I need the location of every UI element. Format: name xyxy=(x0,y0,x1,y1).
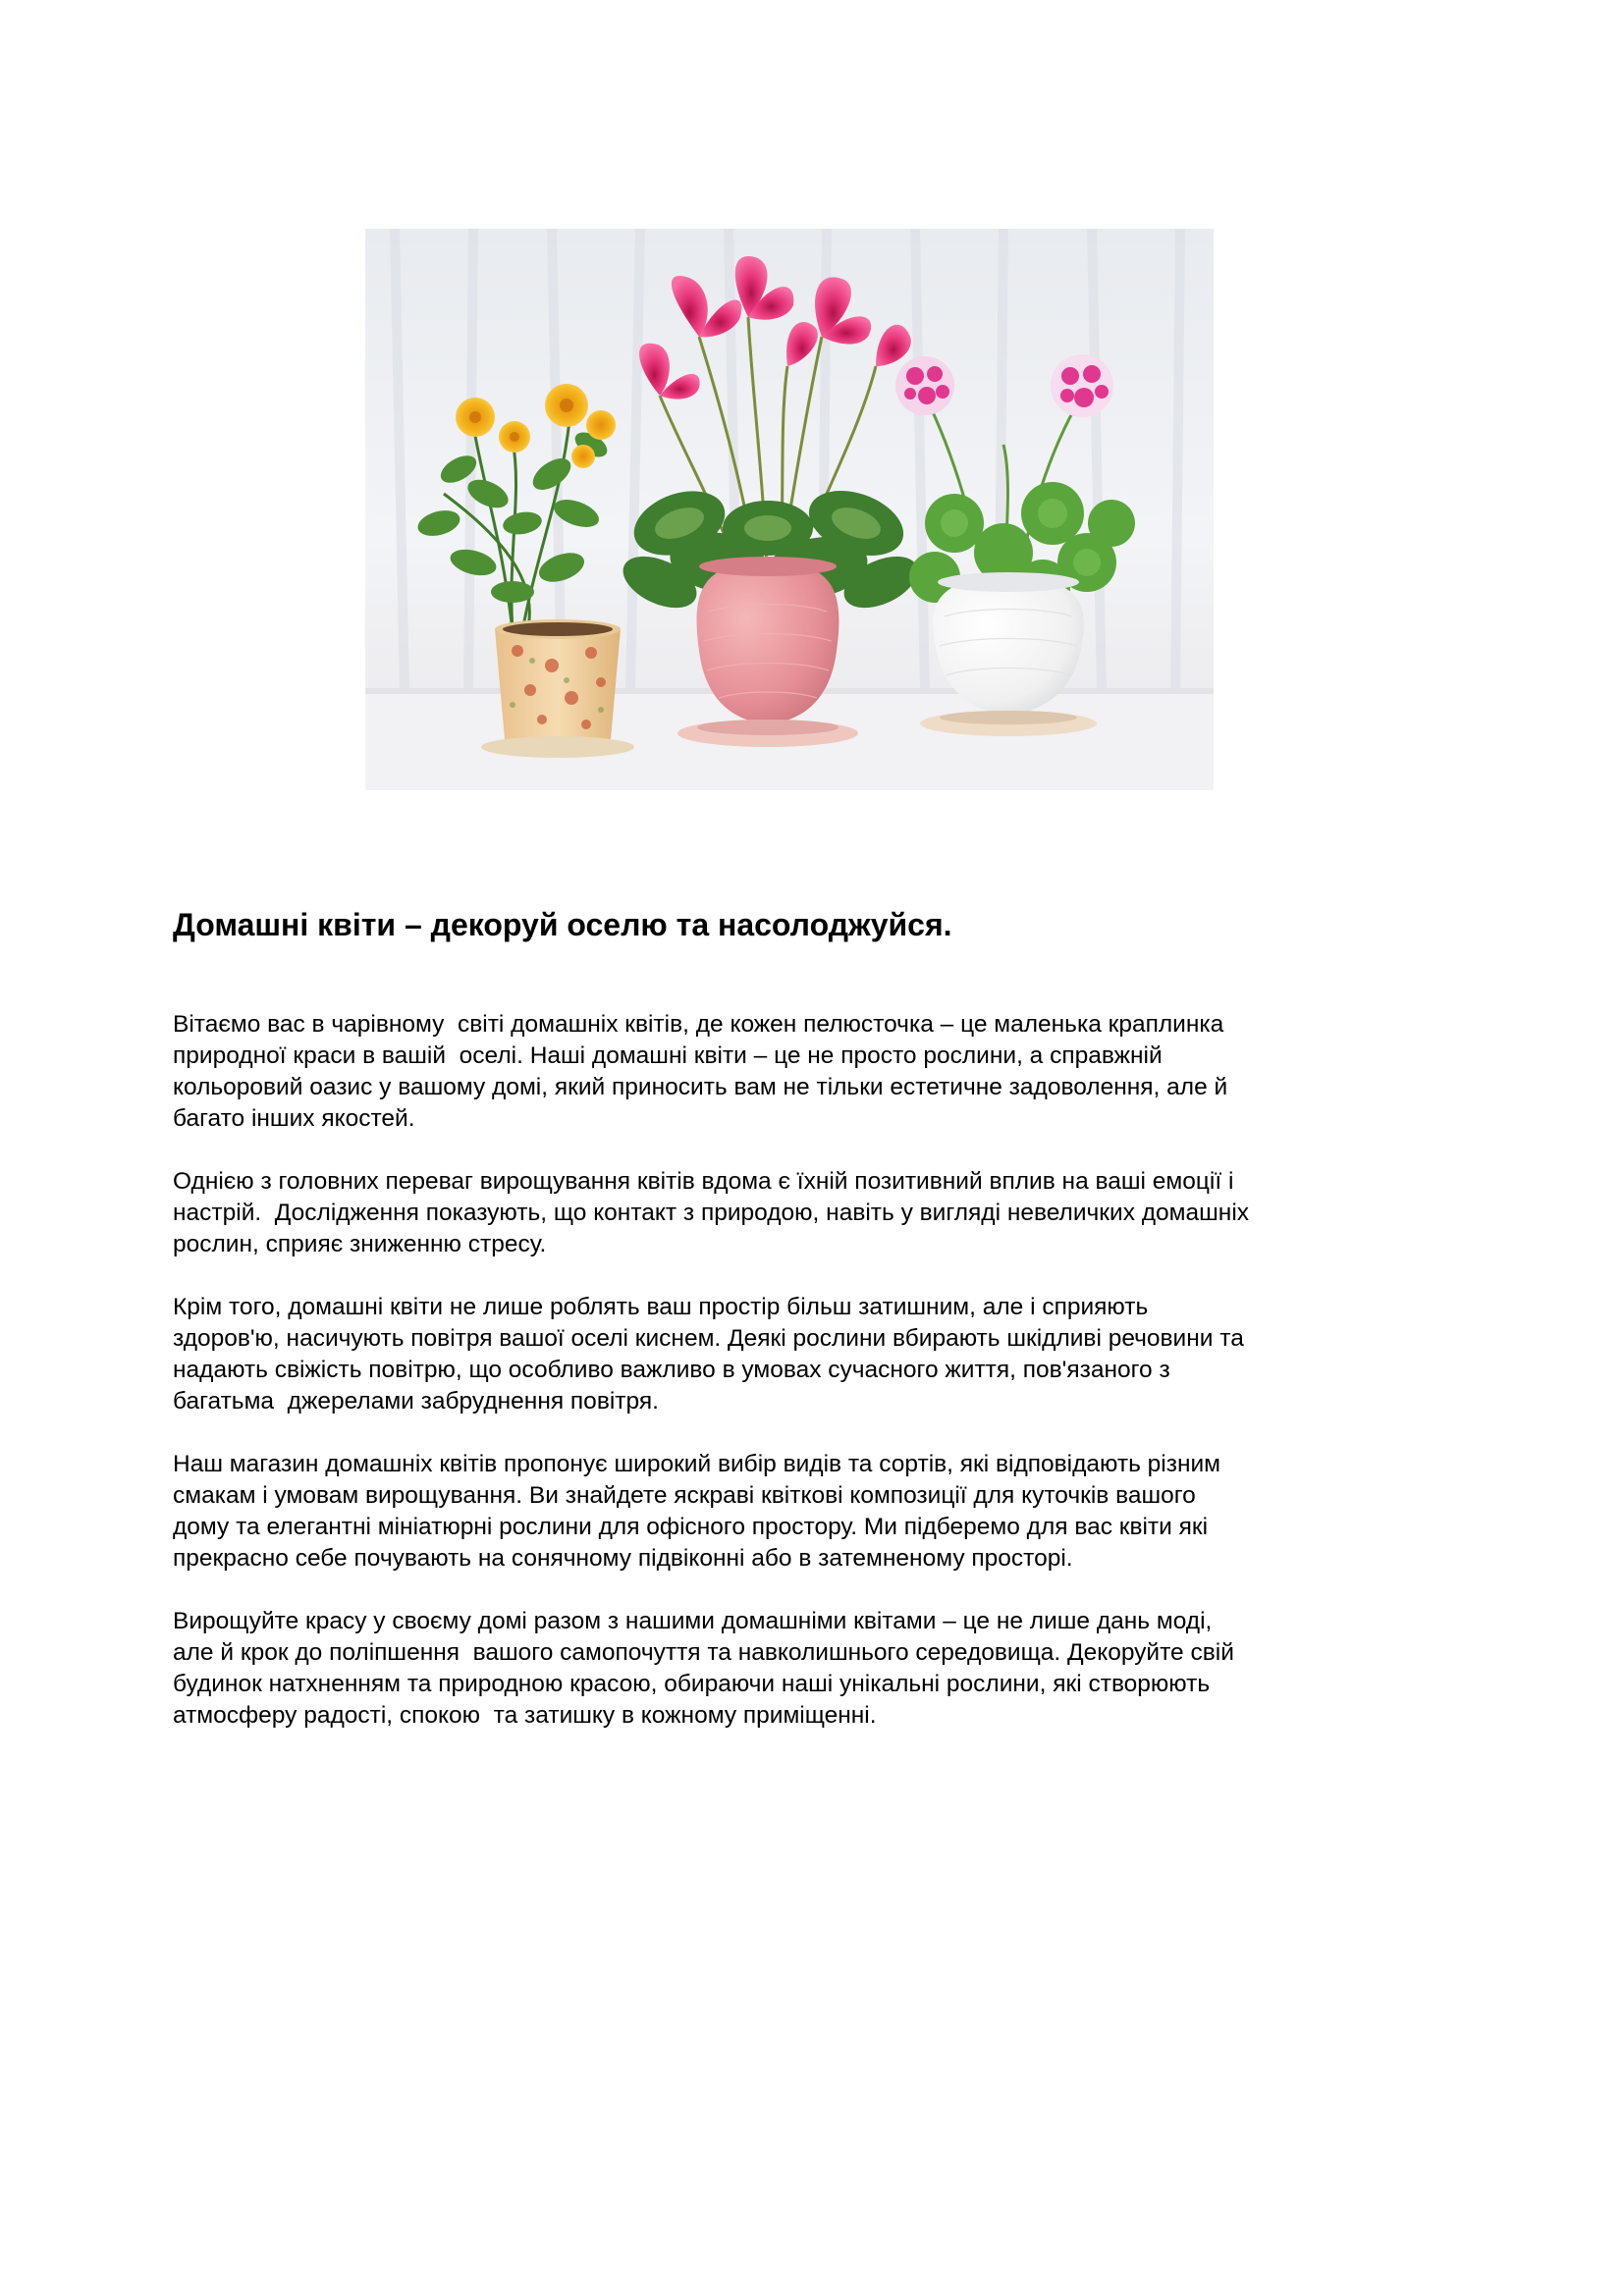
text-line: Вітаємо вас в чарівному світі домашніх квітів, де кожен пелюсточка – це маленька краплинка xyxy=(173,1011,1224,1038)
text-line: багатьма джерелами забруднення повітря. xyxy=(173,1388,659,1415)
house-plants-photo xyxy=(365,229,1214,790)
paragraph-health xyxy=(173,1292,1439,1417)
potted-flowers-illustration xyxy=(365,229,1214,790)
text-line: дому та елегантні мініатюрні рослини для офісного простору. Ми підберемо для вас квіти які xyxy=(173,1514,1209,1540)
paragraph-emotions xyxy=(173,1166,1439,1260)
paragraph-shop xyxy=(173,1449,1439,1575)
paragraph-intro xyxy=(173,1009,1439,1135)
text-line: надають свіжість повітрю, що особливо важливо в умовах сучасного життя, пов'язаного з xyxy=(173,1357,1170,1383)
text-line: настрій. Дослідження показують, що контакт з природою, навіть у вигляді невеличких домашніх xyxy=(173,1200,1250,1226)
text-line: прекрасно себе почувають на сонячному підвіконні або в затемненому просторі. xyxy=(173,1545,1073,1572)
article-body xyxy=(173,1009,1439,1763)
text-line: природної краси в вашій оселі. Наші домашні квіти – це не просто рослини, а справжній xyxy=(173,1042,1163,1069)
text-line: Вирощуйте красу у своєму домі разом з нашими домашніми квітами – це не лише дань моді, xyxy=(173,1608,1213,1634)
text-line: рослин, сприяє зниженню стресу. xyxy=(173,1231,547,1257)
text-line: смакам і умовам вирощування. Ви знайдете яскраві квіткові композиції для куточків вашого xyxy=(173,1482,1196,1509)
article-title: Домашні квіти – декоруй оселю та насолоджуйся. xyxy=(173,907,952,942)
text-line: але й крок до поліпшення вашого самопочуття та навколишнього середовища. Декоруйте свій xyxy=(173,1639,1234,1666)
paragraph-closing xyxy=(173,1606,1439,1732)
text-line: кольоровий оазис у вашому домі, який приносить вам не тільки естетичне задоволення, але й xyxy=(173,1074,1228,1100)
text-line: атмосферу радості, спокою та затишку в кожному приміщенні. xyxy=(173,1702,877,1729)
text-line: Крім того, домашні квіти не лише роблять ваш простір більш затишним, але і сприяють xyxy=(173,1294,1149,1320)
text-line: будинок натхненням та природною красою, обираючи наші унікальні рослини, які створюють xyxy=(173,1671,1211,1697)
text-line: Однією з головних переваг вирощування квітів вдома є їхній позитивний вплив на ваші емоції і xyxy=(173,1168,1234,1195)
text-line: багато інших якостей. xyxy=(173,1105,415,1132)
text-line: Наш магазин домашніх квітів пропонує широкий вибір видів та сортів, які відповідають різним xyxy=(173,1451,1221,1477)
text-line: здоров'ю, насичують повітря вашої оселі киснем. Деякі рослини вбирають шкідливі речовини та xyxy=(173,1325,1244,1352)
